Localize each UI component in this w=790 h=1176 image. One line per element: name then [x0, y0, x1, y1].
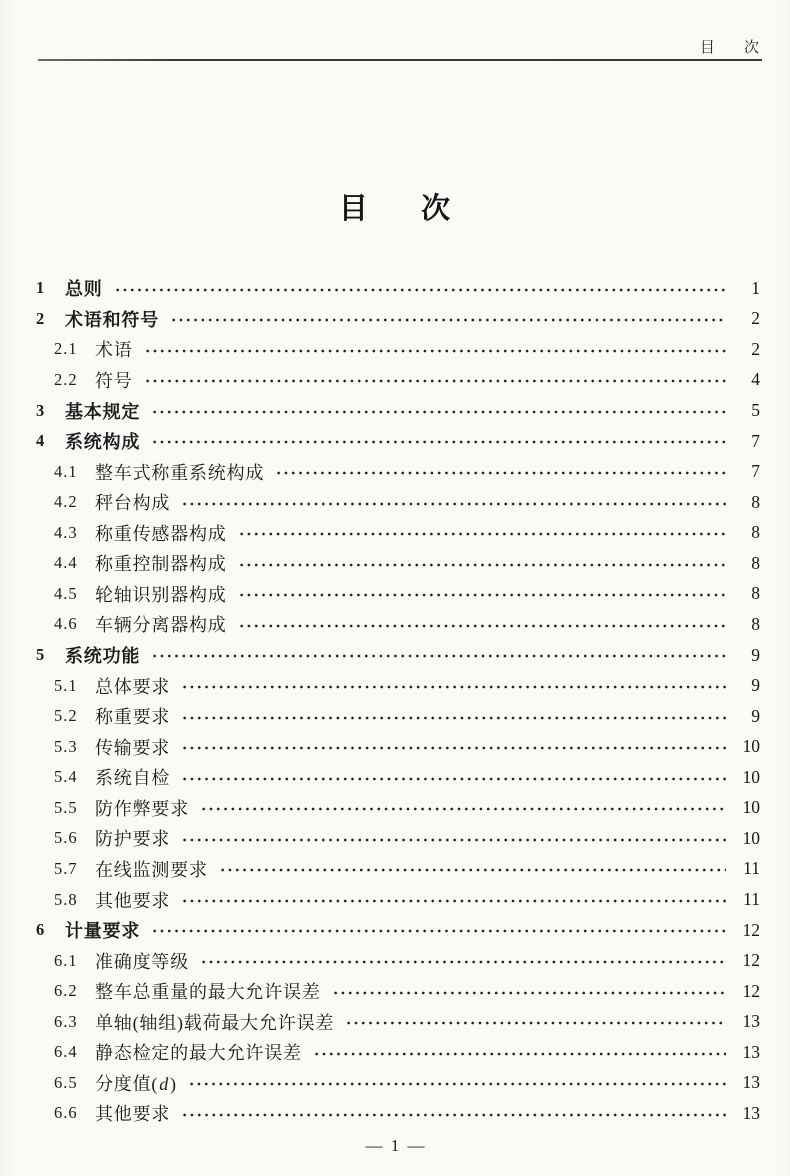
toc-entry-page: 10: [742, 736, 760, 757]
toc-entry-page: 12: [742, 950, 760, 971]
dot-leader: [236, 548, 726, 579]
toc-entry-page: 11: [743, 858, 760, 879]
toc-entry-label: 符号: [95, 370, 133, 391]
toc-entry: [36, 456, 760, 487]
toc-entry-label: 分度值(d): [95, 1073, 177, 1094]
toc-entry-page: 13: [742, 1041, 760, 1062]
toc-entry-label: 总体要求: [95, 676, 171, 697]
toc-entry-label: 系统自检: [95, 768, 171, 789]
toc-entry: [36, 609, 760, 640]
toc-entry: [36, 701, 760, 732]
toc-entry: [36, 365, 760, 396]
toc-entry-label: 称重要求: [95, 707, 171, 728]
dot-leader: [236, 609, 726, 640]
toc-entry-number: 5.1: [54, 675, 78, 695]
dot-leader: [149, 426, 726, 457]
toc-entry-label: 秤台构成: [95, 493, 171, 514]
toc-entry-label: 单轴(轴组)载荷最大允许误差: [95, 1012, 335, 1033]
toc-entry-page: 9: [751, 644, 760, 665]
toc-entry-number: 4: [36, 431, 46, 451]
dot-leader: [273, 456, 726, 487]
dot-leader: [149, 395, 726, 426]
toc-entry-page: 2: [751, 338, 760, 359]
toc-list: [36, 273, 760, 1129]
toc-entry-page: 8: [751, 522, 760, 543]
toc-entry-page: 5: [751, 400, 760, 421]
toc-entry-number: 4.6: [54, 614, 78, 634]
toc-entry: [36, 823, 760, 854]
dot-leader: [149, 915, 726, 946]
dot-leader: [179, 884, 726, 915]
dot-leader: [142, 365, 726, 396]
toc-entry-page: 8: [751, 552, 760, 573]
dot-leader: [168, 304, 726, 335]
toc-entry-page: 7: [751, 430, 760, 451]
toc-entry-label: 传输要求: [95, 737, 171, 758]
toc-entry: [36, 793, 760, 824]
toc-entry-label: 轮轴识别器构成: [95, 584, 227, 605]
dot-leader: [186, 1068, 726, 1099]
toc-entry-label: 系统构成: [65, 432, 141, 453]
toc-entry-number: 4.3: [54, 522, 78, 542]
toc-entry-page: 8: [751, 583, 760, 604]
toc-entry-number: 6.6: [54, 1103, 78, 1123]
toc-entry-page: 13: [742, 1102, 760, 1123]
page-number-text: — 1 —: [365, 1136, 425, 1155]
toc-entry-label-italic: d: [159, 1073, 170, 1094]
toc-entry-page: 10: [742, 827, 760, 848]
toc-entry-page: 12: [742, 980, 760, 1001]
toc-entry: [36, 1068, 760, 1099]
toc-entry: [36, 731, 760, 762]
dot-leader: [198, 793, 726, 824]
toc-entry: [36, 518, 760, 549]
toc-entry: [36, 915, 760, 946]
dot-leader: [179, 1098, 726, 1129]
toc-entry-number: 4.1: [54, 461, 78, 481]
toc-entry: [36, 304, 760, 335]
dot-leader: [179, 701, 726, 732]
toc-entry: [36, 426, 760, 457]
toc-entry-label: 其他要求: [95, 1104, 171, 1125]
toc-entry-number: 5.7: [54, 858, 78, 878]
toc-entry-label: 其他要求: [95, 890, 171, 911]
toc-entry-number: 2.1: [54, 339, 78, 359]
dot-leader: [217, 854, 726, 885]
toc-entry-number: 2: [36, 308, 46, 328]
toc-entry-number: 6.5: [54, 1072, 78, 1092]
toc-entry-number: 4.2: [54, 492, 78, 512]
dot-leader: [198, 945, 726, 976]
running-header: [700, 36, 760, 57]
dot-leader: [330, 976, 726, 1007]
toc-entry-number: 5.6: [54, 828, 78, 848]
toc-entry-number: 2.2: [54, 369, 78, 389]
toc-entry-page: 4: [751, 369, 760, 390]
running-header-text: 目 次: [699, 39, 760, 56]
toc-entry-label: 总则: [65, 279, 103, 300]
dot-leader: [311, 1037, 726, 1068]
toc-entry: [36, 548, 760, 579]
toc-entry-page: 11: [743, 889, 760, 910]
toc-entry-number: 1: [36, 278, 46, 298]
dot-leader: [343, 1007, 726, 1038]
toc-entry-label: 计量要求: [65, 921, 141, 942]
page-title: 目 次: [338, 193, 452, 225]
toc-entry-label: 系统功能: [65, 646, 141, 667]
toc-entry-page: 13: [742, 1011, 760, 1032]
toc-entry-number: 5.4: [54, 767, 78, 787]
toc-entry-label: 基本规定: [65, 401, 141, 422]
toc-entry-number: 6.4: [54, 1042, 78, 1062]
toc-entry-page: 13: [742, 1072, 760, 1093]
toc-entry-number: 4.5: [54, 583, 78, 603]
toc-entry-label: 称重控制器构成: [95, 554, 227, 575]
dot-leader: [149, 640, 726, 671]
dot-leader: [179, 670, 726, 701]
toc-entry: [36, 670, 760, 701]
toc-entry-number: 6: [36, 920, 46, 940]
dot-leader: [142, 334, 726, 365]
toc-entry-number: 5: [36, 645, 46, 665]
toc-entry-page: 9: [751, 675, 760, 696]
toc-entry-number: 5.2: [54, 706, 78, 726]
toc-entry-number: 6.1: [54, 950, 78, 970]
toc-entry: [36, 884, 760, 915]
toc-entry-page: 10: [742, 766, 760, 787]
toc-entry: [36, 945, 760, 976]
toc-entry: [36, 976, 760, 1007]
toc-entry-page: 8: [751, 491, 760, 512]
toc-entry: [36, 273, 760, 304]
toc-entry: [36, 762, 760, 793]
toc-entry-page: 2: [751, 308, 760, 329]
toc-entry: [36, 1098, 760, 1129]
toc-entry-page: 10: [742, 797, 760, 818]
toc-entry-label: 静态检定的最大允许误差: [95, 1043, 302, 1064]
toc-entry-number: 5.3: [54, 736, 78, 756]
dot-leader: [236, 579, 726, 610]
toc-entry: [36, 487, 760, 518]
toc-entry-number: 5.8: [54, 889, 78, 909]
dot-leader: [179, 731, 726, 762]
toc-entry-number: 5.5: [54, 797, 78, 817]
toc-entry-label: 防护要求: [95, 829, 171, 850]
toc-entry-page: 12: [742, 919, 760, 940]
dot-leader: [236, 518, 726, 549]
toc-entry-number: 6.3: [54, 1011, 78, 1031]
toc-entry-label: 在线监测要求: [95, 859, 208, 880]
toc-entry-number: 4.4: [54, 553, 78, 573]
toc-entry: [36, 1007, 760, 1038]
header-rule: [38, 59, 762, 61]
toc-entry-page: 9: [751, 705, 760, 726]
page-number-footer: [0, 1136, 790, 1156]
toc-entry-page: 7: [751, 461, 760, 482]
toc-entry: [36, 640, 760, 671]
toc-entry-label: 准确度等级: [95, 951, 189, 972]
toc-entry: [36, 854, 760, 885]
dot-leader: [179, 762, 726, 793]
toc-entry: [36, 334, 760, 365]
toc-entry-label: 防作弊要求: [95, 798, 189, 819]
toc-entry-label: 术语: [95, 340, 133, 361]
toc-entry-label: 整车式称重系统构成: [95, 462, 265, 483]
toc-entry: [36, 579, 760, 610]
dot-leader: [179, 823, 726, 854]
toc-entry-number: 3: [36, 400, 46, 420]
toc-entry-label: 术语和符号: [65, 309, 159, 330]
toc-entry: [36, 395, 760, 426]
toc-entry-label: 称重传感器构成: [95, 523, 227, 544]
toc-entry-label: 车辆分离器构成: [95, 615, 227, 636]
toc-entry-page: 1: [751, 277, 760, 298]
toc-entry-number: 6.2: [54, 981, 78, 1001]
toc-entry-page: 8: [751, 613, 760, 634]
toc-entry-label: 整车总重量的最大允许误差: [95, 982, 321, 1003]
dot-leader: [179, 487, 726, 518]
dot-leader: [112, 273, 726, 304]
toc-entry: [36, 1037, 760, 1068]
